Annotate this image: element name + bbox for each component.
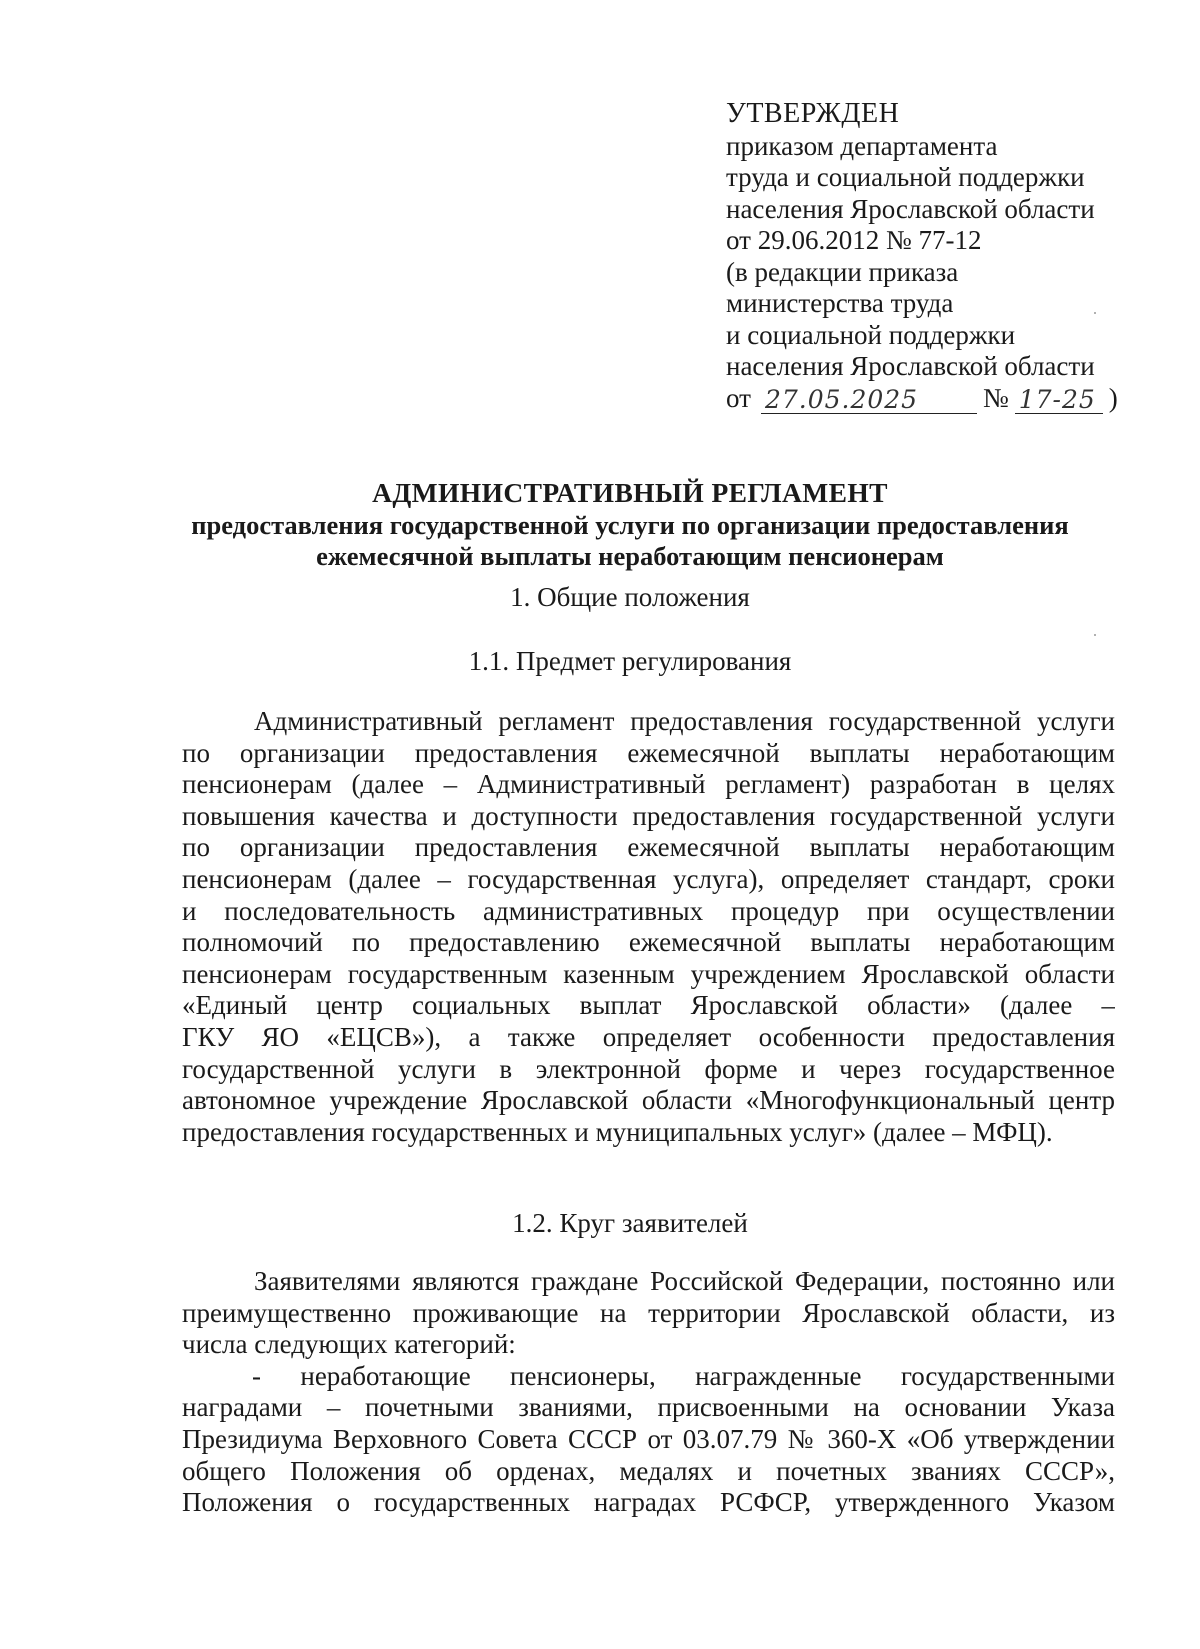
paragraph-line: и последовательность административных процедур при осуществлении: [182, 895, 1115, 926]
title-subtitle-line: предоставления государственной услуги по организации предоставления: [191, 510, 1069, 540]
paragraph-line: государственной услуги в электронной форме и через государственное: [182, 1053, 1115, 1084]
paragraph-line: Административный регламент предоставления государственной услуги: [254, 706, 1115, 736]
paragraph-subject: [182, 706, 1115, 1148]
paragraph-line: наградами – почетными званиями, присвоенными на основании Указа: [182, 1392, 1115, 1423]
paragraph-line: числа следующих категорий:: [182, 1329, 516, 1360]
paragraph-line: преимущественно проживающие на территории Ярославской области, из: [182, 1297, 1115, 1328]
subsection-heading: 1.2. Круг заявителей: [512, 1208, 748, 1238]
approval-line: министерства труда: [726, 288, 954, 318]
approval-line: от 29.06.2012 № 77-12: [726, 225, 982, 255]
paragraph-line: Заявителями являются граждане Российской Федерации, постоянно или: [254, 1266, 1115, 1296]
approval-line: населения Ярославской области: [726, 351, 1095, 381]
paragraph-line: ГКУ ЯО «ЕЦСВ»), а также определяет особенности предоставления: [182, 1021, 1115, 1052]
closing-parenthesis: ): [1108, 382, 1118, 413]
subsection-heading: 1.1. Предмет регулирования: [468, 646, 792, 676]
paragraph-line: - неработающие пенсионеры, награжденные государственными: [252, 1360, 1115, 1391]
paragraph-line: повышения качества и доступности предоставления государственной услуги: [182, 800, 1115, 831]
approval-stamp-block: [726, 98, 1146, 414]
approval-line: населения Ярославской области: [726, 193, 1095, 224]
paragraph-line: по организации предоставления ежемесячной выплаты неработающим: [182, 832, 1115, 863]
document-title: [140, 476, 1120, 572]
approval-line: и социальной поддержки: [726, 319, 1016, 350]
paragraph-line: Положения о государственных наградах РСФСР, утвержденного Указом: [182, 1487, 1115, 1518]
handwritten-date: 27.05.2025: [761, 387, 977, 414]
paragraph-line: пенсионерам государственным казенным учреждением Ярославской области: [182, 958, 1115, 989]
paragraph-line: по организации предоставления ежемесячной выплаты неработающим: [182, 737, 1115, 768]
section-heading: 1. Общие положения: [510, 582, 750, 612]
paragraph-line: автономное учреждение Ярославской области «Многофункциональный центр: [182, 1085, 1115, 1116]
paragraph-line: пенсионерам (далее – государственная услуга), определяет стандарт, сроки: [182, 863, 1115, 894]
title-subtitle-line: ежемесячной выплаты неработающим пенсионерам: [316, 541, 944, 571]
approval-heading: УТВЕРЖДЕН: [726, 98, 900, 129]
approval-line: (в редакции приказа: [726, 256, 959, 287]
title-main: АДМИНИСТРАТИВНЫЙ РЕГЛАМЕНТ: [372, 477, 888, 508]
scan-speck: [1094, 634, 1096, 636]
paragraph-line: Президиума Верховного Совета СССР от 03.07.79 № 360-Х «Об утверждении: [182, 1423, 1115, 1454]
paragraph-line: пенсионерам (далее – Административный регламент) разработан в целях: [182, 769, 1115, 800]
approval-line: труда и социальной поддержки: [726, 162, 1085, 192]
date-prefix: от: [726, 382, 751, 413]
paragraph-line: полномочий по предоставлению ежемесячной выплаты неработающим: [182, 927, 1115, 958]
approval-line: приказом департамента: [726, 130, 998, 161]
paragraph-line: «Единый центр социальных выплат Ярославской области» (далее –: [182, 990, 1115, 1021]
paragraph-applicants: [182, 1266, 1115, 1519]
paragraph-line: предоставления государственных и муниципальных услуг» (далее – МФЦ).: [182, 1116, 1053, 1147]
approval-date-number-line: [726, 383, 1146, 415]
paragraph-line: общего Положения об орденах, медалях и почетных званиях СССР»,: [182, 1455, 1115, 1486]
scan-speck: [1094, 312, 1096, 314]
handwritten-number: 17-25: [1015, 387, 1103, 414]
number-prefix: №: [982, 382, 1009, 413]
